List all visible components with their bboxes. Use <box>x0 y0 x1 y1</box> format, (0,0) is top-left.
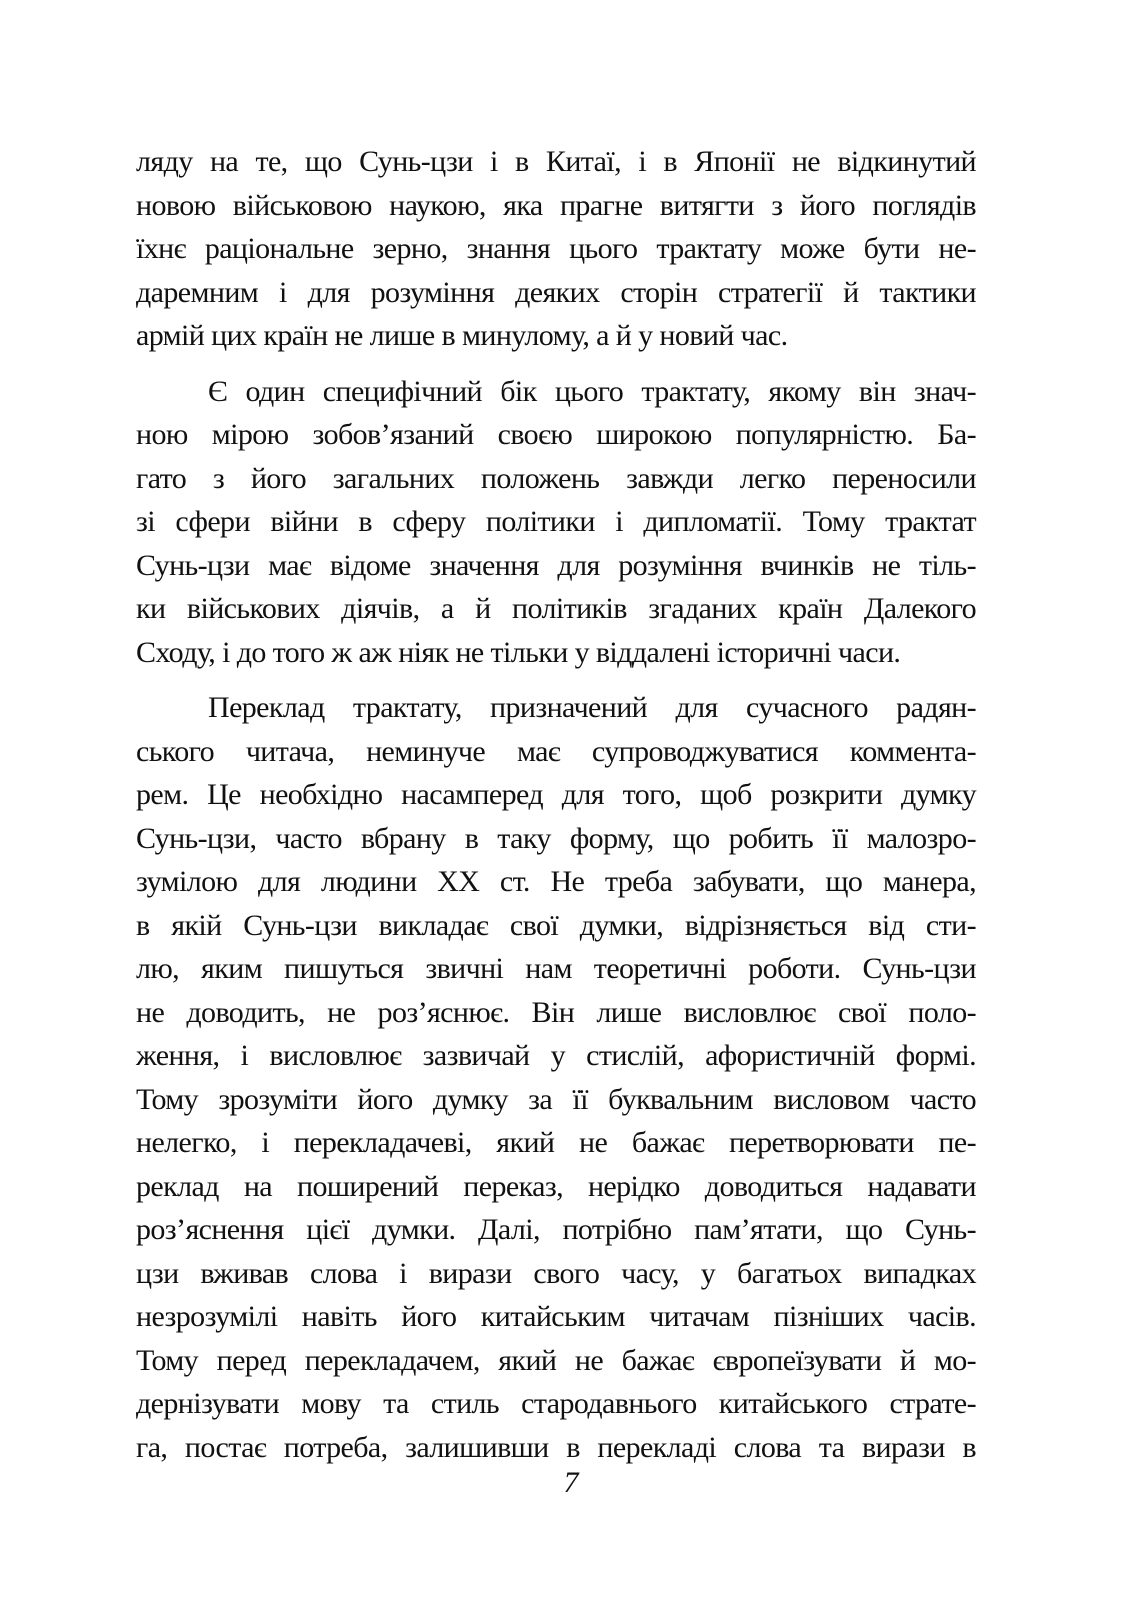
paragraph-2 <box>136 370 976 675</box>
text-line: Переклад трактату, призначений для сучасного радян- <box>208 691 976 724</box>
text-line: нелегко, і перекладачеві, який не бажає перетворювати пе- <box>136 1126 976 1159</box>
text-line: гато з його загальних положень завжди легко переносили <box>136 461 976 495</box>
text-line: ки військових діячів, а й політиків згаданих країн Далекого <box>136 592 976 625</box>
text-line: зумілою для людини XX ст. Не треба забувати, що манера, <box>136 865 976 898</box>
text-line: рем. Це необхідно насамперед для того, щоб розкрити думку <box>136 778 976 811</box>
paragraph-3 <box>136 686 976 1469</box>
text-line: Тому зрозуміти його думку за її буквальним висловом часто <box>136 1082 976 1116</box>
text-line: лю, яким пишуться звичні нам теоретичні роботи. Сунь-цзи <box>136 952 976 985</box>
text-line: Тому перед перекладачем, який не бажає європеїзувати й мо- <box>136 1343 976 1377</box>
text-line: цзи вживав слова і вирази свого часу, у багатьох випадках <box>136 1256 976 1290</box>
text-line: реклад на поширений переказ, нерідко доводиться надавати <box>136 1169 976 1203</box>
text-line: незрозумілі навіть його китайським читачам пізніших часів. <box>136 1300 976 1333</box>
text-line: Є один специфічний бік цього трактату, якому він знач- <box>208 374 976 408</box>
text-line: ського читача, неминуче має супроводжуватися коммента- <box>136 734 976 768</box>
text-line: Сходу, і до того ж аж ніяк не тільки у віддалені історичні часи. <box>136 635 901 669</box>
text-line: дернізувати мову та стиль стародавнього китайського страте- <box>136 1387 976 1420</box>
text-line: новою військовою наукою, яка прагне витягти з його поглядів <box>136 188 976 222</box>
text-line: Сунь-цзи має відоме значення для розуміння вчинків не тіль- <box>136 548 976 582</box>
text-line: не доводить, не роз’яснює. Він лише висловлює свої поло- <box>136 995 976 1029</box>
text-line: зі сфери війни в сферу політики і дипломатії. Тому трактат <box>136 505 976 538</box>
text-line: ження, і висловлює зазвичай у стислій, афористичній формі. <box>136 1039 976 1072</box>
text-line: їхнє раціональне зерно, знання цього трактату може бути не- <box>136 232 976 265</box>
page-number: 7 <box>563 1466 579 1499</box>
text-line: ляду на те, що Сунь-цзи і в Китаї, і в Японії не відкинутий <box>136 145 976 178</box>
text-line: роз’яснення цієї думки. Далі, потрібно пам’ятати, що Сунь- <box>136 1213 976 1246</box>
text-line: армій цих країн не лише в минулому, а й у новий час. <box>136 319 788 352</box>
text-line: Сунь-цзи, часто вбрану в таку форму, що робить її малозро- <box>136 821 976 855</box>
page-body <box>136 140 976 1481</box>
text-line: га, постає потреба, залишивши в перекладі слова та вирази в <box>136 1430 976 1464</box>
text-line: даремним і для розуміння деяких сторін стратегії й тактики <box>136 275 976 309</box>
text-line: ною мірою зобов’язаний своєю широкою популярністю. Ба- <box>136 418 976 451</box>
paragraph-1 <box>136 140 976 358</box>
text-line: в якій Сунь-цзи викладає свої думки, відрізняється від сти- <box>136 908 976 942</box>
